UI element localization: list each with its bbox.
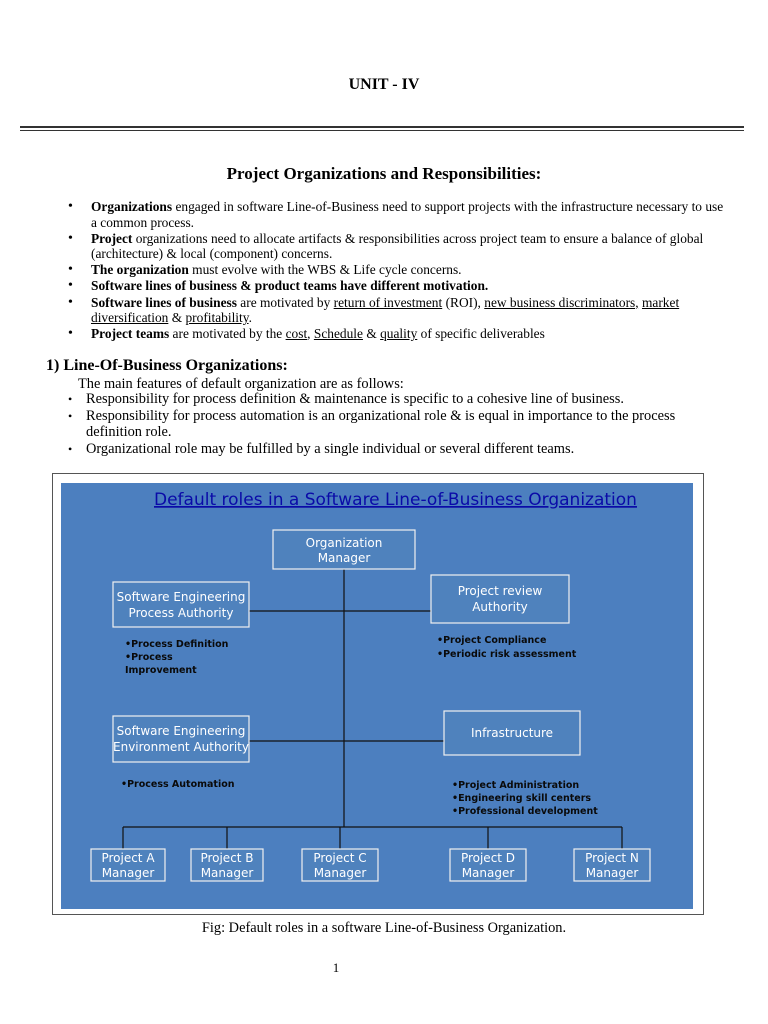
figure-caption: Fig: Default roles in a software Line-of-Business Organization.: [201, 920, 567, 936]
header-rule-thin: [20, 130, 744, 131]
svg-text:•Process Definition: •Process Definition: [125, 639, 229, 650]
page-number: 1: [332, 960, 340, 975]
list-item: • Software lines of business & product teams have different motivation.: [68, 278, 728, 294]
svg-text:Manager: Manager: [313, 866, 367, 880]
org-chart-diagram: [61, 483, 693, 909]
infrastructure-notes: [452, 780, 598, 817]
svg-text:Manager: Manager: [200, 866, 254, 880]
svg-text:Software Engineering: Software Engineering: [116, 590, 246, 604]
svg-text:Organization: Organization: [305, 536, 383, 550]
lob-intro: The main features of default organization are as follows:: [78, 376, 404, 392]
svg-text:•Professional development: •Professional development: [452, 806, 598, 817]
project-c-manager-box: [302, 849, 378, 881]
environment-authority-notes: [121, 779, 235, 790]
diagram-title: Default roles in a Software Line-of-Business Organization: [154, 490, 637, 510]
svg-text:Manager: Manager: [461, 866, 515, 880]
list-item: • The organization must evolve with the WBS & Life cycle concerns.: [68, 262, 728, 278]
responsibilities-list: [68, 199, 728, 342]
svg-text:Project C: Project C: [313, 851, 367, 865]
svg-text:Project D: Project D: [460, 851, 516, 865]
svg-text:Authority: Authority: [472, 600, 528, 614]
project-n-manager-box: [574, 849, 650, 881]
svg-text:•Process Automation: •Process Automation: [121, 779, 235, 790]
list-item: • Project organizations need to allocate artifacts & responsibilities across project team to ensure a balance of global (architecture) & local (component) concerns.: [68, 231, 728, 262]
figure-frame: [52, 473, 704, 915]
process-authority-box: [113, 582, 249, 627]
project-review-box: [431, 575, 569, 623]
svg-text:Project review: Project review: [457, 584, 543, 598]
svg-text:Software Engineering: Software Engineering: [116, 724, 246, 738]
svg-text:•Project Compliance: •Project Compliance: [437, 635, 547, 646]
svg-text:Manager: Manager: [585, 866, 639, 880]
list-item: • Responsibility for process definition & maintenance is specific to a cohesive line of business.: [68, 391, 728, 407]
list-item: • Software lines of business are motivated by return of investment (ROI), new business discriminators, market diversification & profitability.: [68, 295, 728, 326]
list-item: • Project teams are motivated by the cost, Schedule & quality of specific deliverables: [68, 326, 728, 342]
svg-text:•Process: •Process: [125, 652, 173, 663]
svg-text:•Engineering skill centers: •Engineering skill centers: [452, 793, 592, 804]
infrastructure-box: [444, 711, 580, 755]
svg-text:Project N: Project N: [585, 851, 639, 865]
svg-text:•Periodic risk assessment: •Periodic risk assessment: [437, 649, 577, 660]
project-d-manager-box: [450, 849, 526, 881]
svg-text:Manager: Manager: [317, 551, 371, 565]
environment-authority-box: [113, 716, 249, 762]
svg-text:Project A: Project A: [101, 851, 155, 865]
svg-text:Environment Authority: Environment Authority: [113, 740, 249, 754]
unit-title: UNIT - IV: [348, 76, 420, 93]
svg-text:Infrastructure: Infrastructure: [470, 726, 554, 740]
project-b-manager-box: [191, 849, 263, 881]
list-item: • Responsibility for process automation is an organizational role & is equal in importance to the process definition role.: [68, 408, 728, 440]
org-manager-box: [273, 530, 415, 569]
svg-text:Process Authority: Process Authority: [128, 606, 234, 620]
header-rule: [20, 126, 744, 128]
project-a-manager-box: [91, 849, 165, 881]
lob-features-list: [68, 391, 728, 458]
svg-text:•Project Administration: •Project Administration: [452, 780, 580, 791]
section-title: Project Organizations and Responsibilities:: [226, 164, 542, 183]
svg-text:Project B: Project B: [200, 851, 254, 865]
svg-text:Manager: Manager: [101, 866, 155, 880]
list-item: • Organizations engaged in software Line-of-Business need to support projects with the infrastructure necessary to use a common process.: [68, 199, 728, 230]
svg-text:Improvement: Improvement: [125, 665, 197, 676]
lob-heading: 1) Line-Of-Business Organizations:: [46, 357, 288, 374]
list-item: • Organizational role may be fulfilled by a single individual or several different teams.: [68, 441, 728, 457]
